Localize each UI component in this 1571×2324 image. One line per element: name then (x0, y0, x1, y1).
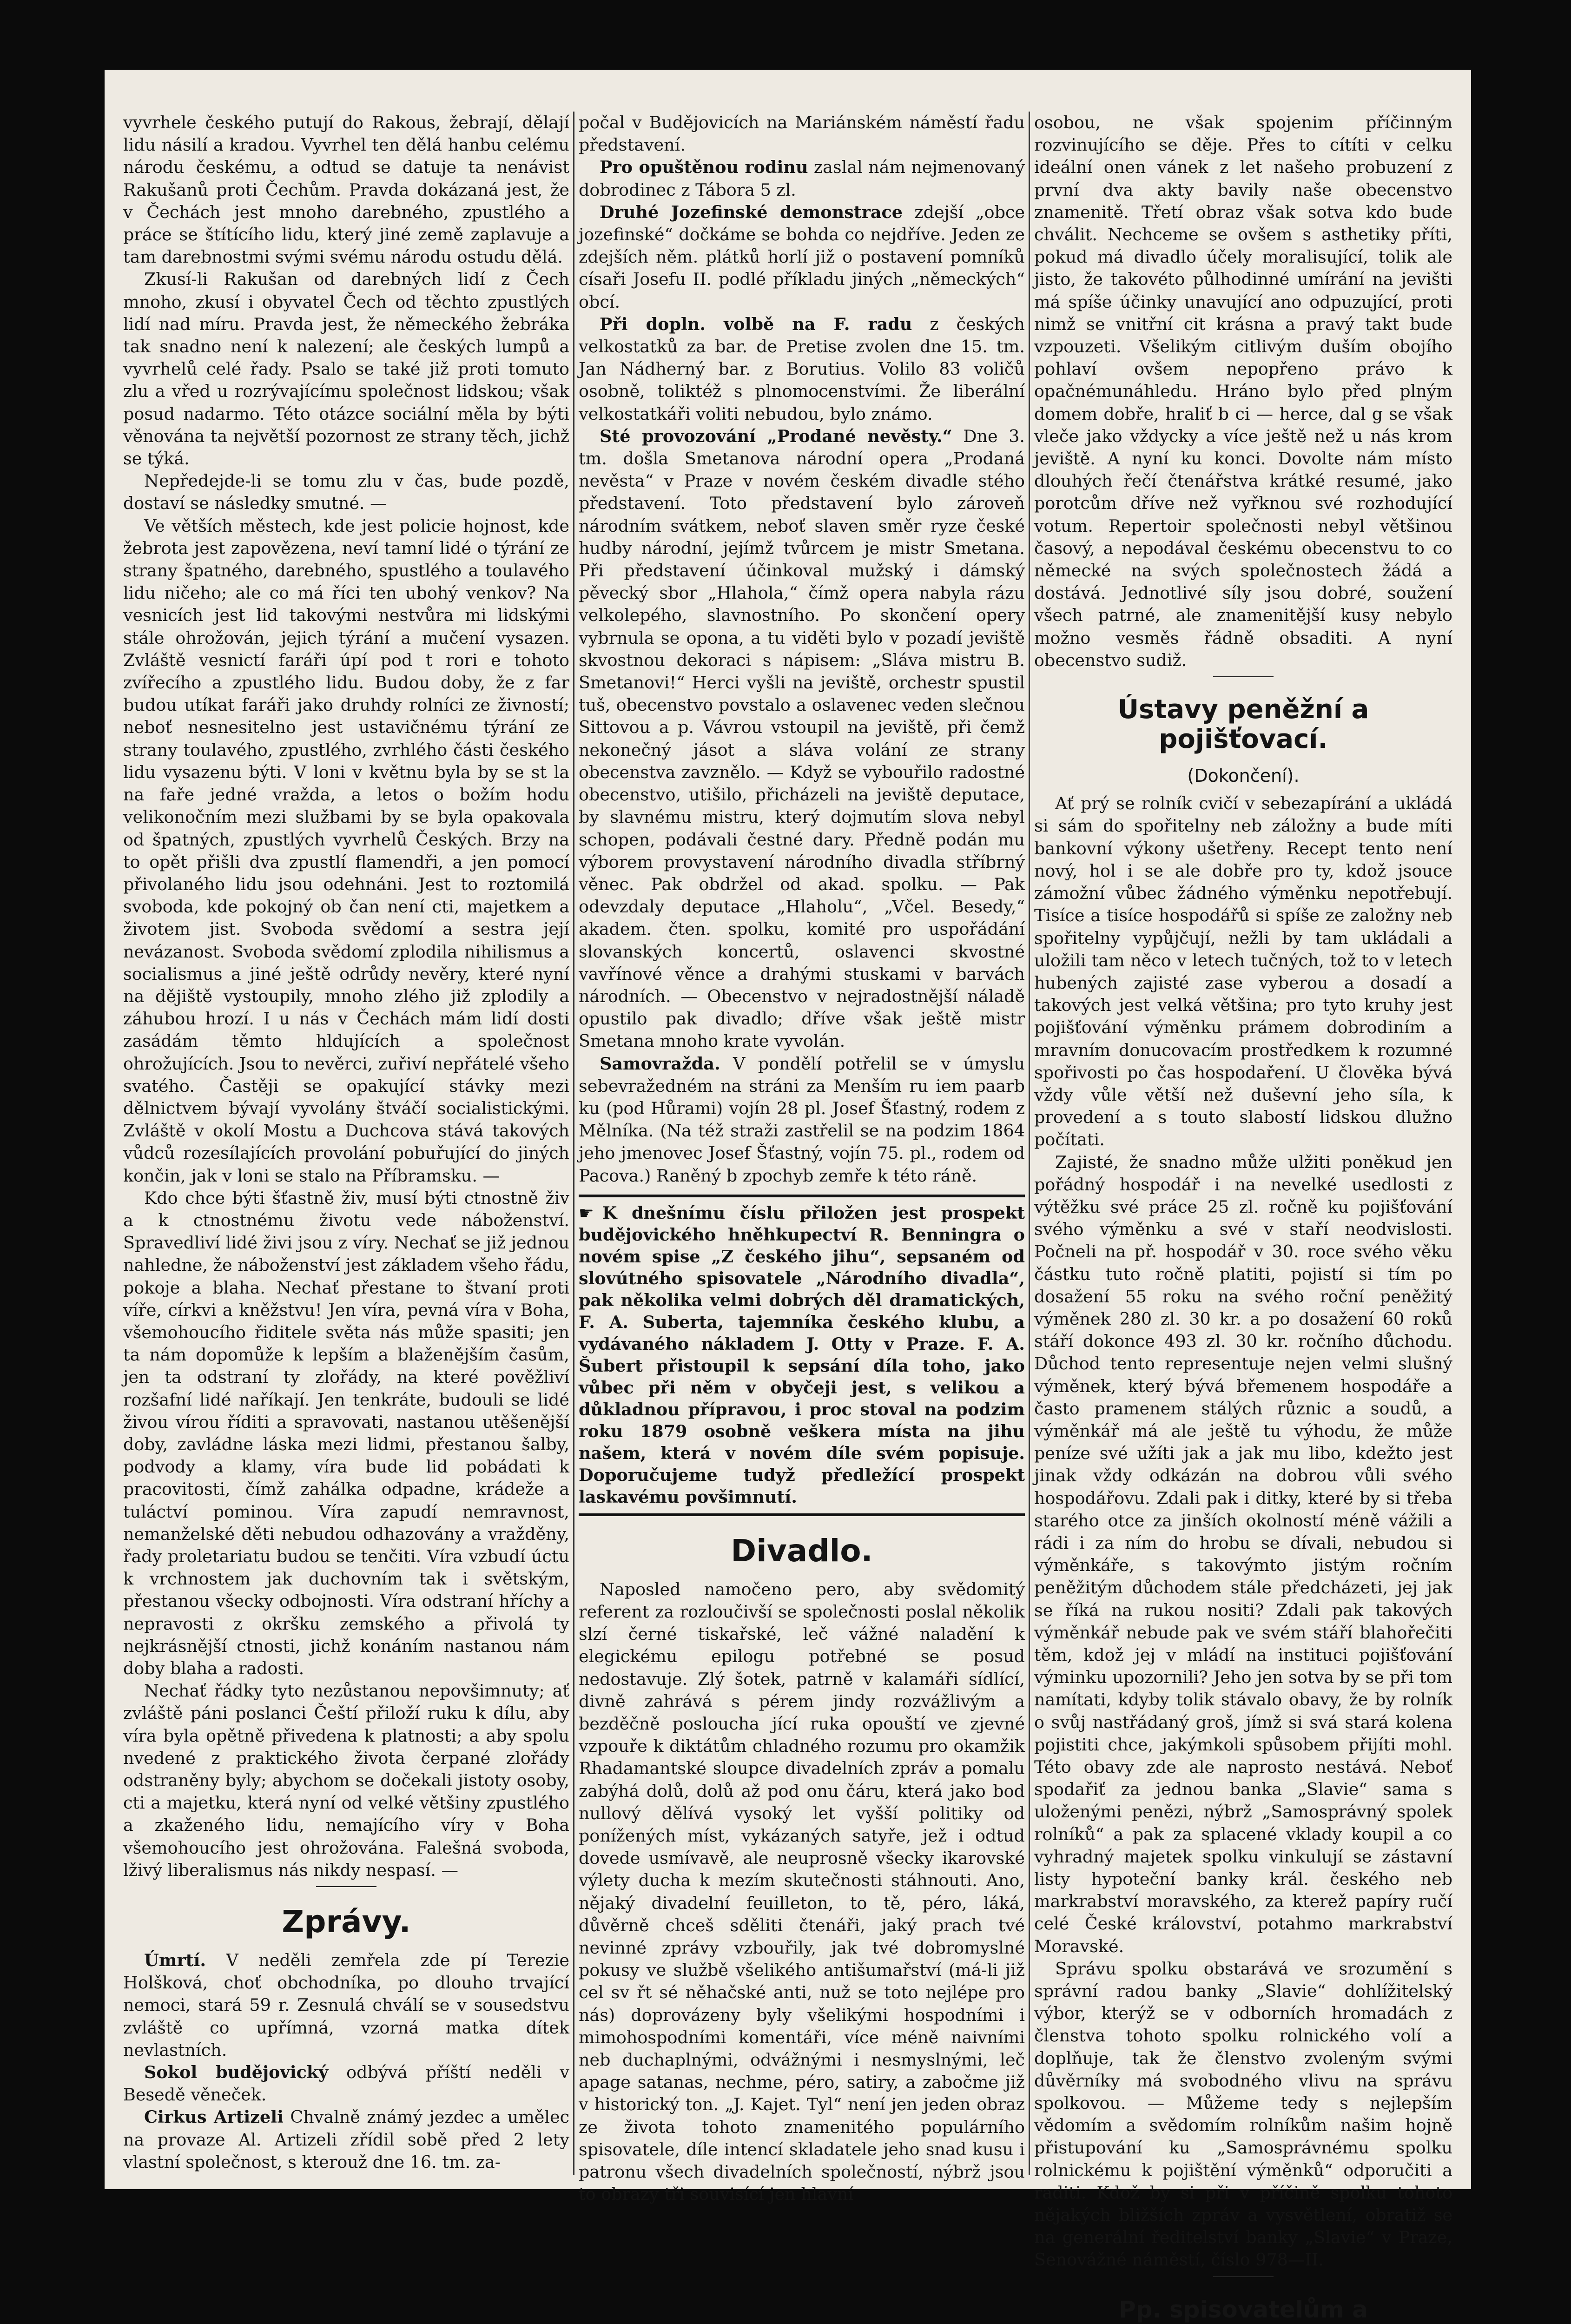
section-divider (316, 1886, 376, 1887)
news-item: Při dopln. volbě na F. radu z českých velkostatků za bar. de Pretise zvolen dne 15. tm. Jan Nádherný bar. z Borutius. Volilo 83 voličů osobně, toliktéž s plnomocenstvími. Že liberální velkostatkáři voliti nebudou, bylo známo. (579, 314, 1025, 424)
news-item-lead: Sokol budějovický (144, 2062, 329, 2083)
news-item-lead: Pro opuštěnou rodinu (600, 157, 808, 178)
article-paragraph: Zkusí-li Rakušan od darebných lidí z Čech mnoho, zkusí i obyvatel Čech od těchto zpustlých lidí nad míru. Pravda jest, že německého žebráka tak snadno není k nalezení; ale českých lumpů a vyvrhelů celé řady. Psalo se také již proti tomuto zlu a vřed u rozrývajícímu společnost lidskou; však posud nadarmo. Této otázce sociální měla by býti věnována ta největší pozornost ze strany těch, jichž se týká. (123, 269, 569, 469)
article-paragraph: Správu spolku obstarává ve srozumění s správní radou banky „Slavie“ dohlížitelský výbor, kterýž se v odborních hromadách z členstva tohoto spolku rolnického volí a doplňuje, tak že členstvo zvoleným svými důvěrníky má svobodného vlivu na správu spolkovou. — Můžeme tedy s nejlepším vědomím a svědomím rolníkům našim hojně přistupování ku „Samosprávnému spolku rolnickému k pojištění výměnků“ odporučiti a raditi. Kdož by si při v příčině spolku tohoto nějakých bližších zpráv a vysvětlení, obratiž se na generální ředitelství banky „Slavie“ v Praze, Senovážné náměstí, číslo 978—II. (1034, 1958, 1452, 2270)
article-paragraph: Nepředejde-li se tomu zlu v čas, bude pozdě, dostaví se následky smutné. — (123, 471, 569, 514)
article-paragraph: počal v Budějovicích na Mariánském náměstí řadu představení. (579, 112, 1025, 155)
news-item: Úmrtí. V neděli zemřela zde pí Terezie Holšková, choť obchodníka, po dlouho trvající nemoci, stará 59 r. Zesnulá chválí se v sousedstvu zvláště co upřímná, vzorná matka dítek nevlastních. (123, 1950, 569, 2060)
news-item: Sokol budějovický odbývá příští neděli v Besedě věneček. (123, 2062, 569, 2105)
pointing-hand-icon: ☛ (579, 1202, 594, 1223)
news-item: Samovražda. V pondělí potřelil se v úmyslu sebevražedném na stráni za Menším ru iem paarb ku (pod Hůrami) vojín 28 pl. Josef Šťastný, rodem z Mělníka. (Na též straži zastřelil se na podzim 1864 jeho jmenovec Josef Šťastný, vojín 75. pl., rodem od Pacova.) Raněný b zpochyb zemře k této ráně. (579, 1053, 1025, 1186)
news-item: Pro opuštěnou rodinu zaslal nám nejmenovaný dobrodinec z Tábora 5 zl. (579, 157, 1025, 200)
newspaper-page (105, 70, 1471, 2323)
article-paragraph: osobou, ne však spojenim příčinným rozvinujícího se děje. Přes to cítíti v celku ideální onen vánek z let našeho probuzení z první dva akty bavily naše obecenstvo znamenitě. Třetí obraz však sotva kdo bude chválit. Nechceme se ovšem s asthetiky příti, pokud má divadlo účely moralisující, tolik ale jisto, že takovéto půlhodinné umírání na jevišti má spíše účinky unavující ano odpuzující, proti nimž se vnitřní cit krásna a pravý takt bude vzpouzeti. Všelikým citlivým duším obojího pohlaví ovšem nepopřeno právo k opačnémunáhledu. Hráno bylo před plným domem dobře, hraliť b ci — herce, dal g se však vleče jako vždycky a více ještě než u nás krom jeviště. A nyní ku konci. Dovolte nám místo dlouhých řečí čtenářstva krátké resumé, jako porotcům dříve než vyřknou své rozhodující votum. Repertoir společnosti nebyl většinou časový, a nepodával českému obecenstvu to co německé na svých společnostech žádá a dostává. Jednotlivé síly jsou dobré, soužení všech patrné, ale znamenitější kusy nebylo možno vesměs řádně obsaditi. A nyní obecenstvo sudiž. (1034, 112, 1452, 670)
prospectus-notice: ☛ K dnešnímu číslu přiložen jest prospekt budějovického hněhkupectví R. Benningra o novém spise „Z českého jihu“, sepsaném od slovútného spisovatele „Národního divadla“, pak několika velmi dobrých děl dramatických, F. A. Suberta, tajemníka českého klubu, a vydávaného nákladem J. Otty v Praze. F. A. Šubert přistoupil k sepsání díla toho, jako vůbec při něm v obyčeji jest, s velikou a důkladnou přípravou, i proc stoval na podzim roku 1879 osobně veškera místa na jihu našem, která v novém díle svém popisuje. Doporučujeme tudyž předležící prospekt laskavému povšimnutí. (579, 1195, 1025, 1516)
news-item-lead: Druhé Jozefinské demonstrace (600, 202, 903, 222)
article-paragraph: Ať prý se rolník cvičí v sebezapírání a ukládá si sám do spořitelny neb záložny a bude míti bankovní výkony ušetřeny. Recept tento není nový, hol i se ale dobře pro ty, kdož jsouce zámožní vůbec žádného výměnku nepotřebují. Tisíce a tisíce hospodářů si spíše ze založny neb spořitelny vypůjčují, nežli by tam ukládali a uložili tam něco v letech tučných, tož to v letech hubených zajisté zase vyberou a dosadí a takových jest velká většina; pro tyto kruhy jest pojišťování výměnku prámem dobrodiním a mravním donucovacím prostředkem k rozumné spořivosti po čas hospodaření. U člověka bývá vždy vůle větší než duševní jeho síla, k provedení a s touto slabostí lidskou dlužno počítati. (1034, 793, 1452, 1150)
news-item: Druhé Jozefinské demonstrace zdejší „obce jozefinské“ dočkáme se bohda co nejdříve. Jeden ze zdejších něm. plátků horlí již o postavení pomníků císaři Josefu II. podlé příkladu jiných „německých“ obcí. (579, 202, 1025, 312)
article-paragraph: Ve větších městech, kde jest policie hojnost, kde žebrota jest zapovězena, neví tamní lidé o týrání ze strany špatného, darebného, spustlého a toulavého lidu ničeho; ale co má říci ten ubohý venkov? Na vesnicích jest lid takovými nestvůra mi lidskými stále ohrožován, jejich týrání a mučení vysazen. Zvláště vesnictí faráři úpí pod t rori e tohoto zvířecího a zpustlého lidu. Budou doby, že z far budou utíkat faráři jako druhdy rolníci ze živností; neboť nesnesitelno jest ustavičnému týrání ze strany toulavého, zpustlého, zvrhlého části českého lidu vysazenu býti. V loni v květnu byla by se st la na faře jedné vražda, a letos o božím hodu velikonočním mezi službami by se byla opakovala od špatných, zpustlých vyvrhelů Českých. Brzy na to opět přišli dva zpustlí flamendři, a jen pomocí přivolaného lidu jsou odehnáni. Jest to roztomilá svoboda, kde pokojný ob čan není cti, majetkem a životem jist. Svoboda svědomí a sestra její nevázanost. Svoboda svědomí zplodila nihilismus a socialismus a jiné ještě odrůdy nevěry, které nyní na dějiště vystoupily, mnoho zlého již zplodily a záhubou hrozí. I u nás v Čechách mám lidí dosti zasádám těmto hldujících a společnost ohrožujících. Jsou to nevěrci, zuřiví nepřátelé všeho svatého. Častěji se opakující stávky mezi dělnictvem bývají vyvolány štváčí socialistickými. Zvláště v okolí Mostu a Duchcova stává takových vůdců rozesílajících provolání pobuřující do jiných končin, jak v loni se stalo na Příbramsku. — (123, 515, 569, 1186)
column-3 (1034, 112, 1452, 2323)
news-item-lead: Cirkus Artizeli (144, 2107, 284, 2127)
news-item-lead: Samovražda. (600, 1053, 720, 1074)
news-item: Cirkus Artizeli Chvalně známý jezdec a umělec na provaze Al. Artizeli zřídil sobě před 2 lety vlastní společnost, s kterouž dne 16. tm. za- (123, 2107, 570, 2172)
column-1 (123, 112, 569, 2175)
section-title-ustavy: Ústavy peněžní a pojišťovací. (1117, 694, 1369, 755)
news-item-lead: Úmrtí. (144, 1950, 206, 1971)
section-title-zpravy: Zprávy. (282, 1904, 411, 1940)
column-divider (573, 112, 574, 2175)
column-2 (579, 112, 1025, 2205)
article-paragraph: Zajisté, že snadno může ulžiti poněkud jen pořádný hospodář i na nevelké usedlosti z výtěžku své práce 25 zl. ročně ku pojišťování svého výměnku a své v staří neodvislosti. Počneli na př. hospodář v 30. roce svého věku částku tuto ročně platiti, pojistí si tím po dosažení 55 roku na svého roční peněžitý výměnek 280 zl. 30 kr. a po dosažení 60 roků stáří dokonce 493 zl. 30 kr. ročního důchodu. Důchod tento representuje nejen velmi slušný výměnek, který bývá břemenem hospodáře a často pramenem stálých různic a soudů, a výměnkář má ale ještě tu výhodu, že může peníze své užíti jak a jak mu libo, kdežto jest jinak vždy odkázán na dobrou vůli svého hospodářovu. Zdali pak i ditky, které by si třeba starého otce za jinších okolností méně vážili a rádi i za ním do hrobu se dívali, nebudou si výměnkáře, s takovýmto jistým ročním peněžitým důchodem stále předcházeti, jej jak se říká na rukou nositi? Zdali pak takových výměnkář nebude pak ve svém stáří blahořečiti těm, kdož jej v mládí na instituci pojišťování výminku upozornili? Jeho jen sotva by se při tom namítati, kdyby tolik stávalo obavy, že by rolník o svůj nastřádaný groš, jímž si svá stará kolena pojistiti chce, jakýmkoli spůsobem přijíti mohl. Této obavy zde ale naprosto nestává. Neboť spodařiť za jednou banka „Slavie“ sama s uloženými penězi, nýbrž „Samosprávný spolek rolníků“ a pak za splacené vklady koupil a co vyhradný majetek spolku vinkulují se zástavní listy hypoteční banky král. českého neb markrabství moravského, za kterež papíry ručí celé České království, potahmo markrabství Moravské. (1034, 1152, 1452, 1956)
section-title-spisovatelum: Pp. spisovatelům a (1119, 2296, 1368, 2323)
section-divider (1213, 676, 1274, 677)
section-title-divadlo: Divadlo. (731, 1532, 873, 1569)
news-item-lead: Při dopln. volbě na F. radu (600, 314, 912, 334)
news-item: Sté provozování „Prodané nevěsty.“ Dne 3. tm. došla Smetanova národní opera „Prodaná nevěsta“ v Praze v novém českém divadle stého představení. Toto představení bylo zároveň národním svátkem, neboť slaven směr ryze české hudby národní, jejímž tvůrcem je mistr Smetana. Při představení účinkoval mužský i dámský pěvecký sbor „Hlahola,“ čímž opera nabyla rázu velkolepého, slavnostního. Po skončení opery vybrnula se opona, a tu viděti bylo v pozadí jeviště skvostnou dekoraci s nápisem: „Sláva mistru B. Smetanovi!“ Herci vyšli na jeviště, orchestr spustil tuš, obecenstvo povstalo a oslavenec veden slečnou Sittovou a p. Vávrou vstoupil na jeviště, při čemž nekonečný jásot a sláva volání ze strany obecenstva zavznělo. — Když se vybouřilo radostné obecenstvo, utišilo, přicházeli na jeviště deputace, by slavnému mistru, který dojmutím slova nebyl schopen, podávali čestné dary. Předně podán mu výborem provystavení národního divadla stříbrný věnec. Pak obdržel od akad. spolku. — Pak odevzdaly deputace „Hlaholu“, „Včel. Besedy,“ akadem. čten. spolku, komité pro uspořádání slovanských koncertů, oslavenci skvostné vavřínové věnce a drahými stuskami v barvách národních. — Obecenstvo v nejradostnější náladě opustilo pak divadlo; dříve však ještě mistr Smetana mnoho krate vyvolán. (579, 426, 1025, 1051)
article-paragraph: Nechať řádky tyto nezůstanou nepovšimnuty; ať zvláště páni poslanci Čeští přiloží ruku k dílu, aby víra byla opětně přivedena k platnosti; a aby spolu nvedené z praktického života čerpané zlořády odstraněny byly; abychom se dočekali jistoty osoby, cti a majetku, která nyní od velké většiny zpustlého a zkaženého lidu, nemajícího víry v Boha všemohoucího jest ohrožována. Falešná svoboda, lživý liberalismus nás nikdy nespasí. — (123, 1681, 569, 1880)
article-paragraph: vyvrhele českého putují do Rakous, žebrají, dělají lidu násilí a kradou. Vyvrhel ten dělá hanbu celému národu českému, a odtud se datuje ta nenávist Rakušanů proti Čechům. Pravda dokázaná jest, že v Čechách jest mnoho darebného, zpustlého a práce se štítícího lidu, který jiné země zaplavuje a tam darebnostmi svými svému národu ostudu dělá. (123, 112, 569, 267)
section-subtitle: (Dokončení). (1187, 766, 1300, 786)
column-divider (1029, 112, 1030, 2175)
section-divider (1213, 2276, 1274, 2277)
article-paragraph: Kdo chce býti šťastně živ, musí býti ctnostně živ a k ctnostnému životu vede náboženství. Spravedliví lidé živi jsou z víry. Nechať se již jednou nahledne, že náboženství jest základem všeho řádu, pokoje a blaha. Nechať přestane to štvaní proti víře, církvi a kněžstvu! Jen víra, pevná víra v Boha, všemohoucího řiditele světa nás může spasiti; jen ta nám dopomůže k lepším a blaženějším časům, jen ta odstraní ty zlořády, na které pověžliví rozšafní lidé naříkají. Jen tenkráte, budouli se lidé živou vírou říditi a spravovati, nastanou utěšenější doby, zavládne láska mezi lidmi, přestanou šalby, podvody a klamy, víra bude lid pobádati k pracovitosti, čímž zahálka odpadne, krádeže a tuláctví pominou. Víra zapudí nemravnost, nemanželské děti nebudou odhazovány a vražděny, řady proletariatu budou se tenčiti. Víra vzbudí úctu k vrchnostem jak duchovním tak i světským, přestanou všecky odbojnosti. Víra odstraní hříchy a nepravosti z okršku zemského a přivolá ty nejkrásnější ctnosti, jichž konáním nastanou nám doby blaha a radosti. (123, 1188, 569, 1679)
article-paragraph: Naposled namočeno pero, aby svědomitý referent za rozloučivší se společnosti poslal několik slzí černé tiskařské, leč vážné naladění k elegickému epilogu potřebné se posud nedostavuje. Zlý šotek, patrně v kalamáři sídlící, divně zahrává s pérem jindy rozvážlivým a bezděčně posloucha jící ruka opouští ve zjevné vzpouře k diktátům chladného rozumu pro okamžik Rhadamantské sloupce divadelních zpráv a pomalu zabýhá dolů, dolů až pod onu čáru, která jako bod nullový dělívá vysoký let vyšší politiky od ponížených míst, vykázaných satyře, jež i odtud dovede usmívavě, ale neuprosně všecky ikarovské výlety ducha k mezím skutečnosti stáhnouti. Ano, nějaký divadelní feuilleton, to tě, péro, láká, důvěrně chceš sděliti čtenáři, jaký prach tvé nevinné zprávy vzbouřily, jak tvé dobromyslné pokusy ve službě všelikého antišumařství (má-li již cel sv řt sé něhačské anti, nuž se toto nejlépe pro nás) doprovázeny byly všelikými hospodními i mimohospodními komentáři, více méně naivními neb duchaplnými, odvážnými i nesmyslnými, leč apage satanas, nechme, péro, satiry, a zabočme již v historický ton. „J. Kajet. Tyl“ není jen jeden obraz ze života tohoto znamenitého populárního spisovatele, díle intencí skladatele jeho snad kusu i patronu všech divadelních společností, nýbrž jsou to obrazy tři souvisící jen hlavní (579, 1579, 1025, 2205)
news-item-lead: Sté provozování „Prodané nevěsty.“ (600, 426, 952, 446)
